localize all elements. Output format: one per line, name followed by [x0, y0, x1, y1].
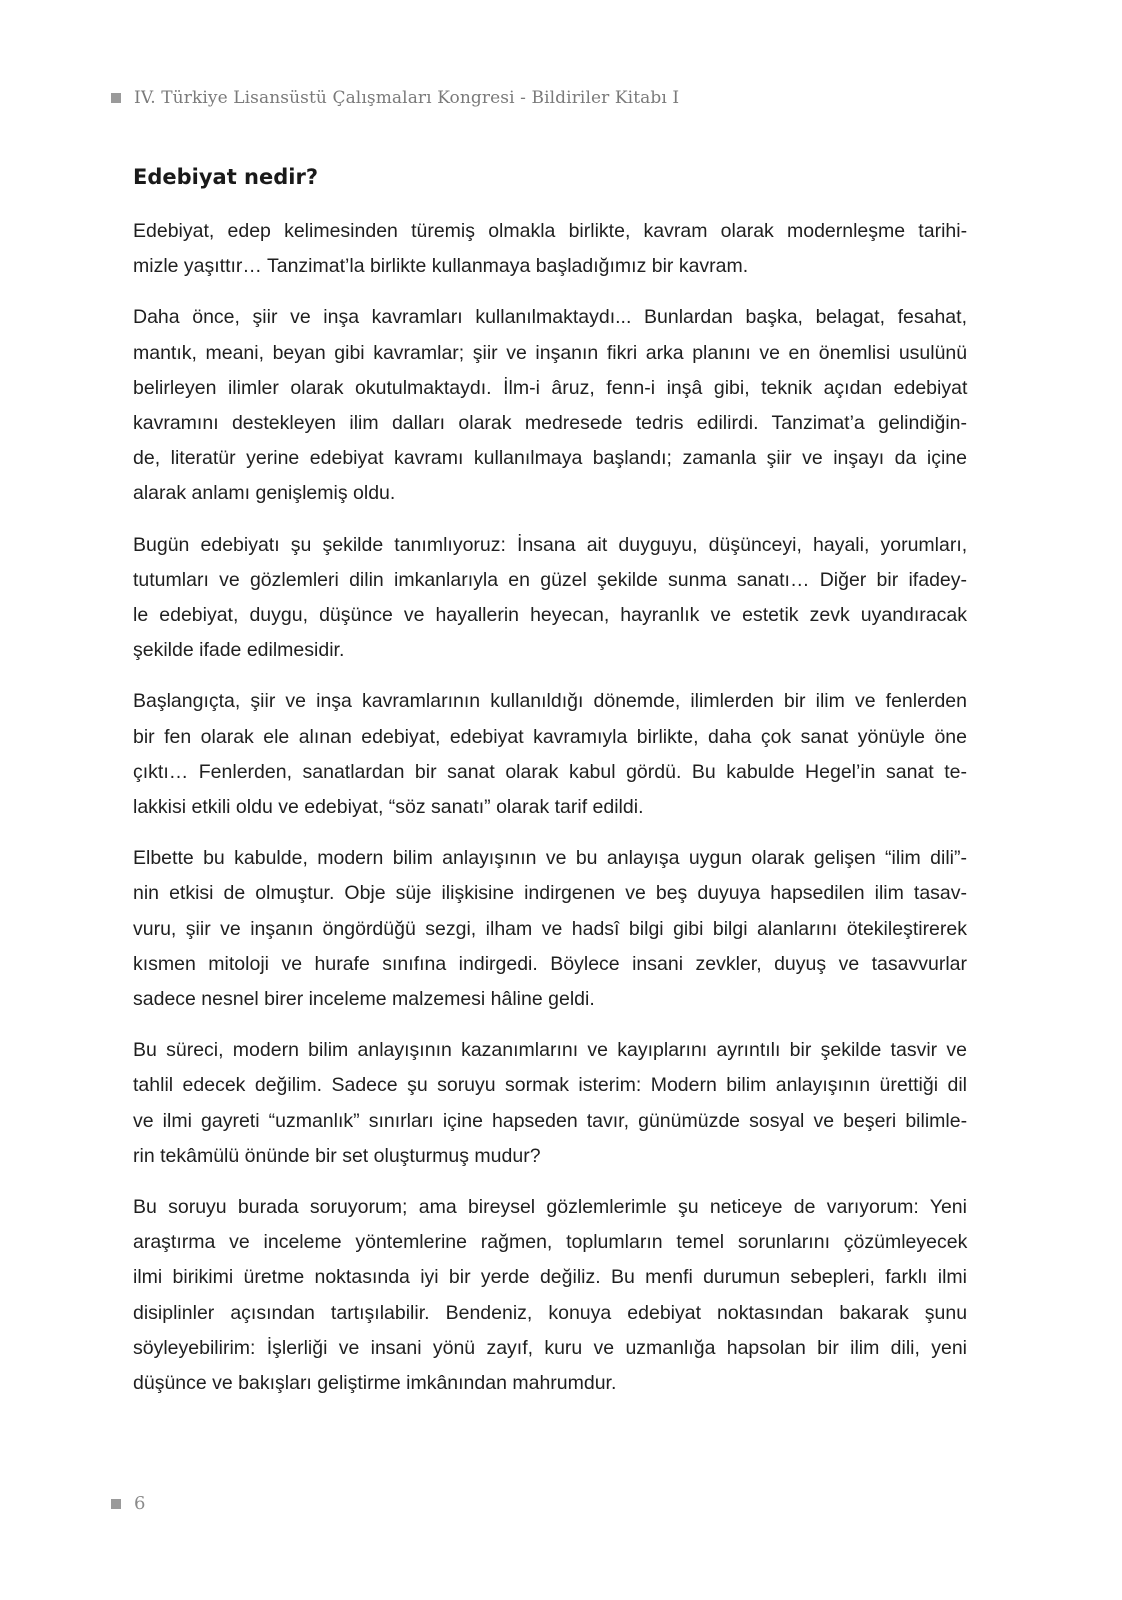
- text-line: lakkisi etkili oldu ve edebiyat, “söz sanatı” olarak tarif edildi.: [133, 796, 644, 819]
- text-line: çıktı… Fenlerden, sanatlardan bir sanat olarak kabul gördü. Bu kabulde Hegel’in sanat te-: [133, 760, 967, 783]
- square-bullet-icon: [111, 93, 121, 103]
- paragraph: [133, 214, 967, 284]
- text-line: kavramını destekleyen ilim dalları olarak medresede tedris edilirdi. Tanzimat’a gelindiğin-: [133, 412, 967, 435]
- paragraph: [133, 1190, 967, 1401]
- text-line: le edebiyat, duygu, düşünce ve hayallerin heyecan, hayranlık ve estetik zevk uyandıracak: [133, 604, 967, 627]
- text-line: sadece nesnel birer inceleme malzemesi hâline geldi.: [133, 988, 595, 1011]
- paragraph: [133, 300, 967, 511]
- text-line: söyleyebilirim: İşlerliği ve insani yönü zayıf, kuru ve uzmanlığa hapsolan bir ilim dili, yeni: [133, 1336, 967, 1359]
- text-line: rin tekâmülü önünde bir set oluşturmuş mudur?: [133, 1144, 541, 1167]
- text-line: Elbette bu kabulde, modern bilim anlayışının ve bu anlayışa uygun olarak gelişen “ilim dili”-: [133, 847, 967, 870]
- paragraph: [133, 841, 967, 1017]
- text-line: ilmi birikimi üretme noktasında iyi bir yerde değiliz. Bu menfi durumun sebepleri, farklı ilmi: [133, 1266, 967, 1289]
- text-line: mantık, meani, beyan gibi kavramlar; şiir ve inşanın fikri arka planını ve en önemlisi usulünü: [133, 341, 968, 364]
- text-line: ve ilmi gayreti “uzmanlık” sınırları içine hapseden tavır, günümüzde sosyal ve beşeri bilimle-: [133, 1109, 968, 1132]
- text-line: şekilde ifade edilmesidir.: [133, 639, 345, 662]
- text-line: tutumları ve gözlemleri dilin imkanlarıyla en güzel şekilde sunma sanatı… Diğer bir ifadey-: [133, 568, 968, 591]
- text-line: alarak anlamı genişlemiş oldu.: [133, 482, 396, 505]
- text-line: Başlangıçta, şiir ve inşa kavramlarının kullanıldığı dönemde, ilimlerden bir ilim ve fenlerden: [133, 690, 967, 713]
- paragraph: [133, 1033, 967, 1174]
- text-line: Edebiyat, edep kelimesinden türemiş olmakla birlikte, kavram olarak modernleşme tarihi-: [133, 220, 968, 242]
- square-bullet-icon: [111, 1499, 121, 1509]
- section-title: Edebiyat nedir?: [133, 165, 319, 189]
- paragraph: [133, 684, 967, 825]
- running-header: [111, 88, 679, 108]
- text-line: de, literatür yerine edebiyat kavramı kullanılmaya başlandı; zamanla şiir ve inşayı da içine: [133, 447, 967, 470]
- text-line: tahlil edecek değilim. Sadece şu soruyu sormak isterim: Modern bilim anlayışının ürettiği dil: [133, 1074, 967, 1097]
- text-line: belirleyen ilimler olarak okutulmaktaydı. İlm-i âruz, fenn-i inşâ gibi, teknik açıdan edebiyat: [133, 376, 968, 399]
- page-number: 6: [134, 1493, 146, 1514]
- text-line: Bu soruyu burada soruyorum; ama bireysel gözlemlerimle şu neticeye de varıyorum: Yeni: [133, 1196, 967, 1219]
- text-line: Daha önce, şiir ve inşa kavramları kullanılmaktaydı... Bunlardan başka, belagat, fesahat,: [133, 306, 967, 329]
- text-line: Bugün edebiyatı şu şekilde tanımlıyoruz: İnsana ait duyguyu, düşünceyi, hayali, yorumları,: [133, 533, 968, 556]
- text-line: bir fen olarak ele alınan edebiyat, edebiyat kavramıyla birlikte, daha çok sanat yönüyle öne: [133, 725, 967, 748]
- text-line: kısmen mitoloji ve hurafe sınıfına indirgedi. Böylece insani zevkler, duyuş ve tasavvurlar: [133, 952, 967, 975]
- page-content: [133, 160, 967, 1417]
- page-footer: [111, 1493, 145, 1514]
- text-line: mizle yaşıttır… Tanzimat’la birlikte kullanmaya başladığımız bir kavram.: [133, 255, 749, 278]
- text-line: düşünce ve bakışları geliştirme imkânından mahrumdur.: [133, 1372, 617, 1395]
- text-line: nin etkisi de olmuştur. Obje süje ilişkisine indirgenen ve beş duyuya hapsedilen ilim tasav-: [133, 882, 967, 905]
- text-line: Bu süreci, modern bilim anlayışının kazanımlarını ve kayıplarını ayrıntılı bir şekilde tasvir ve: [133, 1039, 967, 1062]
- paragraph: [133, 528, 967, 669]
- text-line: araştırma ve inceleme yöntemlerine rağmen, toplumların temel sorunlarını çözümleyecek: [133, 1231, 968, 1254]
- text-line: vuru, şiir ve inşanın öngördüğü sezgi, ilham ve hadsî bilgi gibi bilgi alanlarını ötekileştirerek: [133, 917, 967, 940]
- running-header-text: IV. Türkiye Lisansüstü Çalışmaları Kongresi - Bildiriler Kitabı I: [134, 88, 680, 108]
- text-line: disiplinler açısından tartışılabilir. Bendeniz, konuya edebiyat noktasından bakarak şunu: [133, 1301, 968, 1324]
